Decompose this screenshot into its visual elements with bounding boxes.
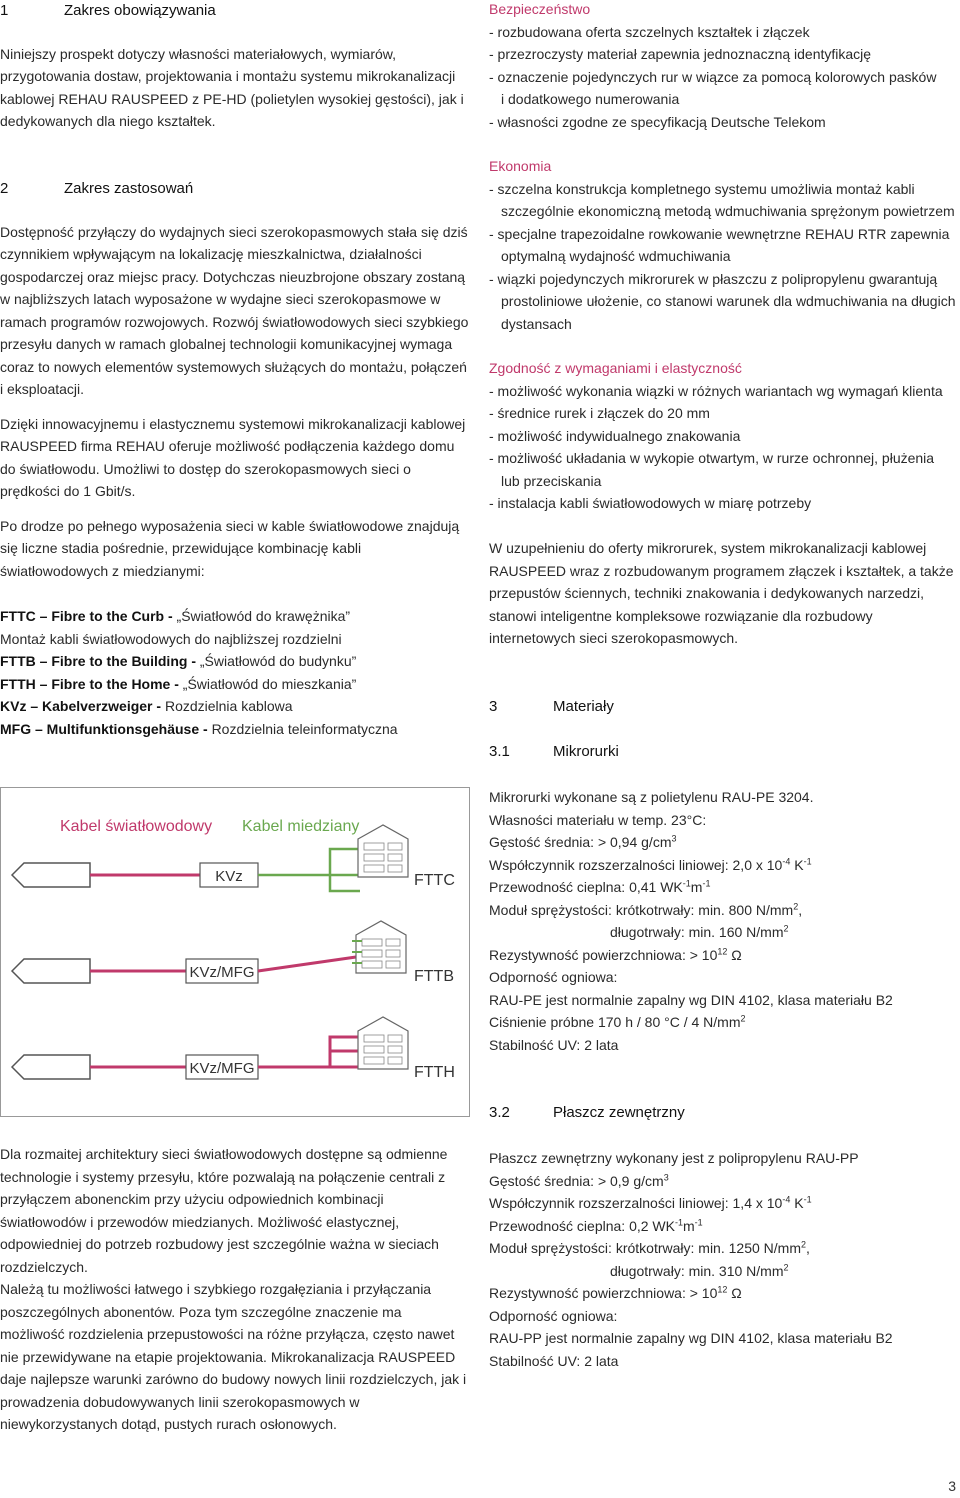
- section-2-paragraph-3: Po drodze po pełnego wyposażenia sieci w kable światłowodowe znajdują się liczne stadia pośrednie, przewidujące kombinację kabli światłowodowych z miedzianymi:: [0, 517, 460, 579]
- list-item: - rozbudowana oferta szczelnych kształtek i złączek: [489, 23, 810, 40]
- bottom-left-text: [0, 1143, 470, 1436]
- definition-fttb: FTTB – Fibre to the Building - „Światłowód do budynku”: [0, 653, 357, 669]
- distribution-box-label: KVz/MFG: [189, 1060, 255, 1077]
- definitions-list: [0, 605, 470, 740]
- section-1-heading: 1 Zakres obowiązywania: [0, 2, 216, 19]
- central-office-icon: [12, 863, 90, 887]
- section-3-heading: 3 Materiały: [489, 698, 614, 715]
- offer-paragraph: W uzupełnieniu do oferty mikrorurek, system mikrokanalizacji kablowej RAUSPEED wraz z rozbudowanym programem złączek i kształtek, a także przepustów ściennych, techniki znakowania i dedykowanych narzedzi, stanowi inteligentne kompleksowe rozwiązanie dla rozbudowy internetowych sieci szerokopasmowych.: [489, 540, 954, 646]
- definition-ftth: FTTH – Fibre to the Home - „Światłowód do mieszkania”: [0, 675, 357, 692]
- list-item: - średnice rurek i złączek do 20 mm: [489, 405, 710, 421]
- fttb-label: FTTB: [414, 968, 454, 985]
- list-item: - wiązki pojedynczych mikrorurek w płaszczu z polipropylenu gwarantują prostoliniowe ułożenie, co stanowi warunek dla wdmuchiwania na długich dystansach: [489, 270, 956, 332]
- legend-fiber: Kabel światłowodowy: [60, 818, 213, 835]
- economy-title: Ekonomia: [489, 158, 552, 174]
- microduct-properties: Mikrorurki wykonane są z polietylenu RAU-PE 3204. Własności materiału w temp. 23°C: Gęstość średnia: > 0,94 $g/cm^3$ Współczynnik rozszerzalności liniowej: 2,0 x $10^{-4}$ $K^{-1}$ Przewodność cieplna: 0,41 $WK^{-1}m^{-1}$ Moduł sprężystości: krótkotrwały: min. 800 $N/mm^2$, długotrwały: min. 160 $N/mm^2$ Rezystywność powierzchniowa: > $10^{12}$ Ω Odporność ogniowa: RAU-PE jest normalnie zapalny wg DIN 4102, klasa materiału B2 Ciśnienie próbne 170 h / 80 °C / 4 $N/mm^2$ Stabilność UV: 2 lata: [489, 789, 893, 1053]
- list-item: - możliwość indywidualnego znakowania: [489, 427, 741, 444]
- section-2-heading: 2 Zakres zastosowań: [0, 180, 194, 197]
- security-section: [489, 0, 959, 133]
- fttc-label: FTTC: [414, 872, 455, 889]
- distribution-box-label: KVz: [215, 868, 243, 885]
- section-1: [0, 0, 470, 133]
- list-item: - możliwość wykonania wiązki w różnych wariantach wg wymagań klienta: [489, 382, 943, 399]
- economy-section: [489, 155, 959, 335]
- definition-kvz: KVz – Kabelverzweiger - Rozdzielnia kablowa: [0, 698, 293, 714]
- bottom-paragraph-2: Należą tu możliwości łatwego i szybkiego rozgałęziania i przyłączania poszczególnych abonentów. Poza tym szczególne znaczenie ma możliwość rozdzielenia przepustowości na różne przyłącza, często nawet nie przewidywane na etapie projektowania. Mikrokanalizacja RAUSPEED daje najlepsze warunki zarówno do budowy nowych linii rozdzielczych, jak i prowadzenia dobudowywanych linii szerokopasmowych w niewykorzystanych dotąd, pustych rurach osłonowych.: [0, 1281, 467, 1432]
- distribution-box-label: KVz/MFG: [189, 964, 255, 981]
- section-2-paragraph-1: Dostępność przyłączy do wydajnych sieci szerokopasmowych stała się dziś czynnikiem wpływającym na lokalizację mieszkalnictwa, działalności gospodarczej oraz miejsc pracy. Dotychczas nieuzbrojone obszary zostaną w najbliższych latach wyposażone w wydajne sieci szerokopasmowe w ramach programów rozwojowych. Rozwój światłowodowych sieci szybkiego przesyłu danych w ramach globalnej technologii komunikacyjnej wymaga coraz to nowych elementów systemowych służących do montażu, połączeń i eksploatacji.: [0, 223, 469, 397]
- central-office-icon: [12, 959, 90, 983]
- list-item: - instalacja kabli światłowodowych w miarę potrzeby: [489, 495, 812, 511]
- page-number: 3: [948, 1478, 956, 1494]
- security-title: Bezpieczeństwo: [489, 1, 591, 17]
- network-diagram: [0, 787, 470, 1117]
- section-3-2-heading: 3.2 Płaszcz zewnętrzny: [489, 1104, 685, 1121]
- compliance-title: Zgodność z wymaganiami i elastyczność: [489, 360, 742, 376]
- section-2-paragraph-2: Dzięki innowacyjnemu i elastycznemu systemowi mikrokanalizacji kablowej RAUSPEED firma REHAU oferuje możliwość podłączenia każdego domu do światłowodu. Umożliwi to dostęp do szerokopasmowych sieci o prędkości do 1 Gbit/s.: [0, 415, 466, 499]
- definition-mfg: MFG – Multifunktionsgehäuse - Rozdzielnia teleinformatyczna: [0, 720, 398, 737]
- list-item: i dodatkowego numerowania: [501, 91, 680, 107]
- section-1-text: Niniejszy prospekt dotyczy własności materiałowych, wymiarów, przygotowania dostaw, projektowania i montażu systemu mikrokanalizacji kablowej REHAU RAUSPEED z PE-HD (polietylen wysokiej gęstości), jak i dedykowanych dla niego kształtek.: [0, 45, 464, 129]
- section-3-1-heading: 3.1 Mikrorurki: [489, 743, 619, 760]
- list-item: - oznaczenie pojedynczych rur w wiązce za pomocą kolorowych pasków: [489, 68, 937, 85]
- definition-fttc-note: Montaż kabli światłowodowych do najbliższej rozdzielni: [0, 630, 342, 647]
- list-item: - możliwość układania w wykopie otwartym, w rurze ochronnej, płużenia: [489, 450, 935, 466]
- list-item: - własności zgodne ze specyfikacją Deutsche Telekom: [489, 113, 826, 130]
- list-item: - przezroczysty materiał zapewnia jednoznaczną identyfikację: [489, 46, 872, 62]
- bottom-paragraph-1: Dla rozmaitej architektury sieci światłowodowych dostępne są odmienne technologie i systemy przesyłu, które pozwalają na połączenie centrali z przyłączem abonenckim przy użyciu odpowiednich kombinacji światłowodów i przewodów miedzianych. Możliwość elastycznej, odpowiedniej do potrzeb rozbudowy jest szczególnie ważna w sieciach rozdzielczych.: [0, 1146, 448, 1275]
- definition-fttc: FTTC – Fibre to the Curb - „Światłowód do krawężnika”: [0, 608, 351, 624]
- compliance-section: [489, 357, 959, 515]
- ftth-label: FTTH: [414, 1064, 455, 1081]
- central-office-icon: [12, 1055, 90, 1079]
- section-2: [0, 178, 470, 582]
- sheath-properties: Płaszcz zewnętrzny wykonany jest z polipropylenu RAU-PP Gęstość średnia: > 0,9 $g/cm^3$ Współczynnik rozszerzalności liniowej: 1,4 x $10^{-4}$ $K^{-1}$ Przewodność cieplna: 0,2 $WK^{-1}m^{-1}$ Moduł sprężystości: krótkotrwały: min. 1250 $N/mm^2$, długotrwały: min. 310 $N/mm^2$ Rezystywność powierzchniowa: > $10^{12}$ Ω Odporność ogniowa: RAU-PP jest normalnie zapalny wg DIN 4102, klasa materiału B2 Stabilność UV: 2 lata: [489, 1150, 893, 1369]
- list-item: - specjalne trapezoidalne rowkowanie wewnętrzne REHAU RTR zapewnia optymalną wydajność wdmuchiwania: [489, 225, 950, 264]
- list-item: lub przeciskania: [501, 472, 602, 489]
- legend-copper: Kabel miedziany: [242, 818, 360, 835]
- list-item: - szczelna konstrukcja kompletnego systemu umożliwia montaż kabli szczególnie ekonomiczną metodą wdmuchiwania sprężonym powietrzem: [489, 180, 955, 219]
